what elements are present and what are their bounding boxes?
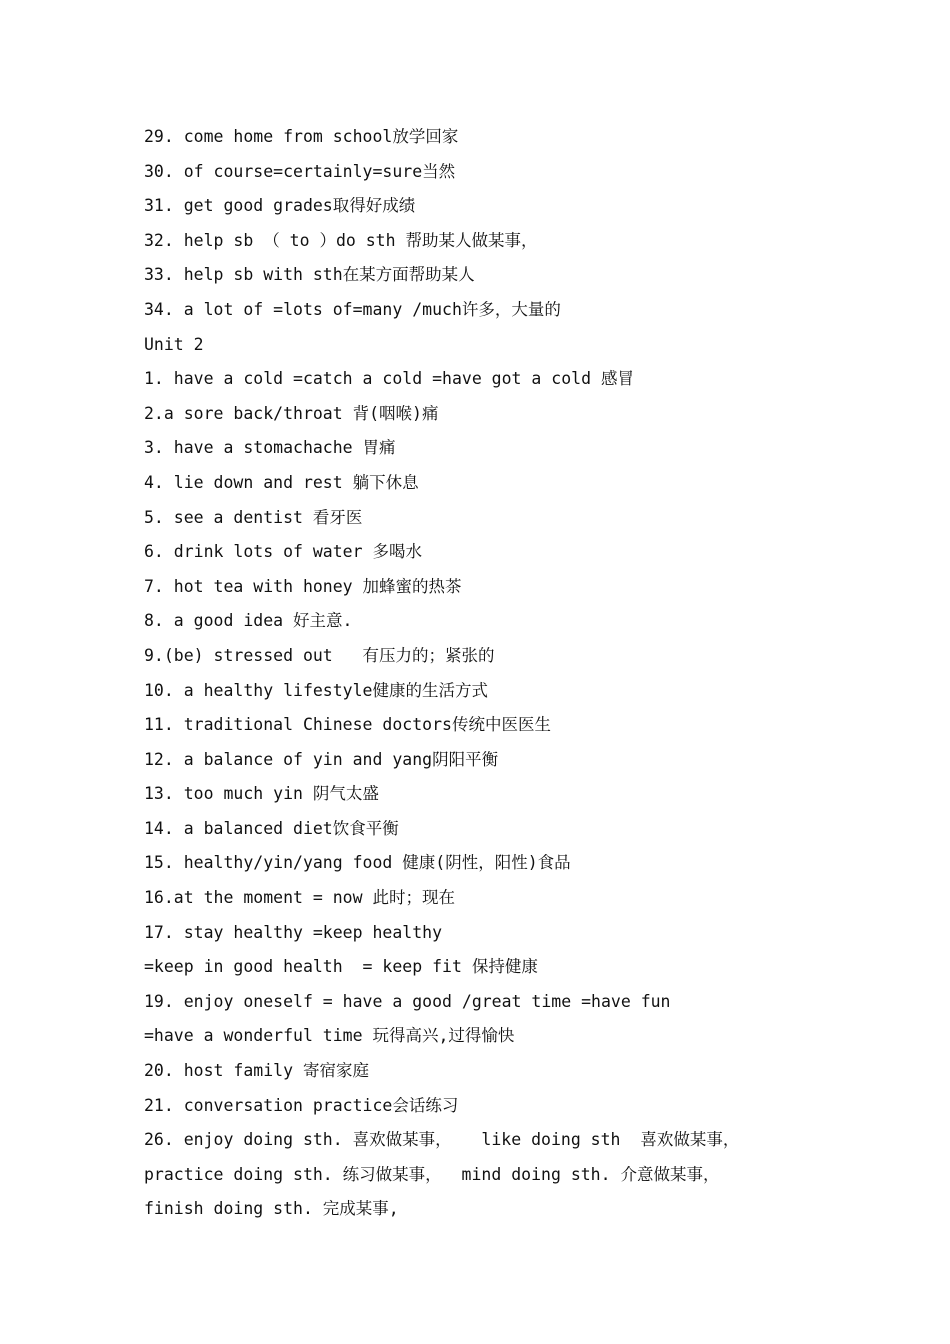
vocab-line: 6. drink lots of water 多喝水 xyxy=(144,542,422,562)
vocab-line: 3. have a stomachache 胃痛 xyxy=(144,438,396,458)
vocab-line: 16.at the moment = now 此时；现在 xyxy=(144,888,455,908)
vocab-line: 5. see a dentist 看牙医 xyxy=(144,507,363,527)
vocab-line: 26. enjoy doing sth. 喜欢做某事， like doing sth 喜欢做某事， xyxy=(144,1130,740,1150)
vocab-line: 34. a lot of =lots of=many /much许多，大量的 xyxy=(144,299,561,319)
vocab-line: finish doing sth. 完成某事, xyxy=(144,1199,399,1219)
vocab-line: 14. a balanced diet饮食平衡 xyxy=(144,818,399,838)
vocab-line: 17. stay healthy =keep healthy xyxy=(144,922,443,942)
vocab-line: 13. too much yin 阴气太盛 xyxy=(144,784,379,804)
vocab-line: 7. hot tea with honey 加蜂蜜的热茶 xyxy=(144,576,462,596)
vocab-line: 20. host family 寄宿家庭 xyxy=(144,1061,369,1081)
vocab-line: 29. come home from school放学回家 xyxy=(144,127,459,146)
vocab-line: =keep in good health = keep fit 保持健康 xyxy=(144,957,538,977)
vocab-line: 1. have a cold =catch a cold =have got a cold 感冒 xyxy=(144,369,634,389)
vocab-line: 12. a balance of yin and yang阴阳平衡 xyxy=(144,749,499,769)
vocabulary-list xyxy=(144,120,904,1227)
vocab-line: 32. help sb （ to ）do sth 帮助某人做某事， xyxy=(144,230,538,250)
vocab-line: 33. help sb with sth在某方面帮助某人 xyxy=(144,265,475,285)
vocab-line: 19. enjoy oneself = have a good /great time =have fun xyxy=(144,991,671,1011)
vocab-line: 8. a good idea 好主意. xyxy=(144,611,353,631)
vocab-line: 4. lie down and rest 躺下休息 xyxy=(144,472,419,492)
vocab-line: =have a wonderful time 玩得高兴,过得愉快 xyxy=(144,1026,515,1046)
vocab-line: practice doing sth. 练习做某事， mind doing sth. 介意做某事， xyxy=(144,1164,720,1184)
unit-heading: Unit 2 xyxy=(144,334,204,354)
vocab-line: 11. traditional Chinese doctors传统中医医生 xyxy=(144,715,551,735)
vocab-line: 30. of course=certainly=sure当然 xyxy=(144,161,456,181)
vocab-line: 9.(be) stressed out 有压力的；紧张的 xyxy=(144,645,495,665)
vocab-line: 10. a healthy lifestyle健康的生活方式 xyxy=(144,680,488,700)
vocab-line: 31. get good grades取得好成绩 xyxy=(144,196,416,216)
vocab-line: 2.a sore back/throat 背(咽喉)痛 xyxy=(144,403,439,423)
vocab-line: 15. healthy/yin/yang food 健康(阴性，阳性)食品 xyxy=(144,853,571,873)
vocab-line: 21. conversation practice会话练习 xyxy=(144,1095,459,1115)
